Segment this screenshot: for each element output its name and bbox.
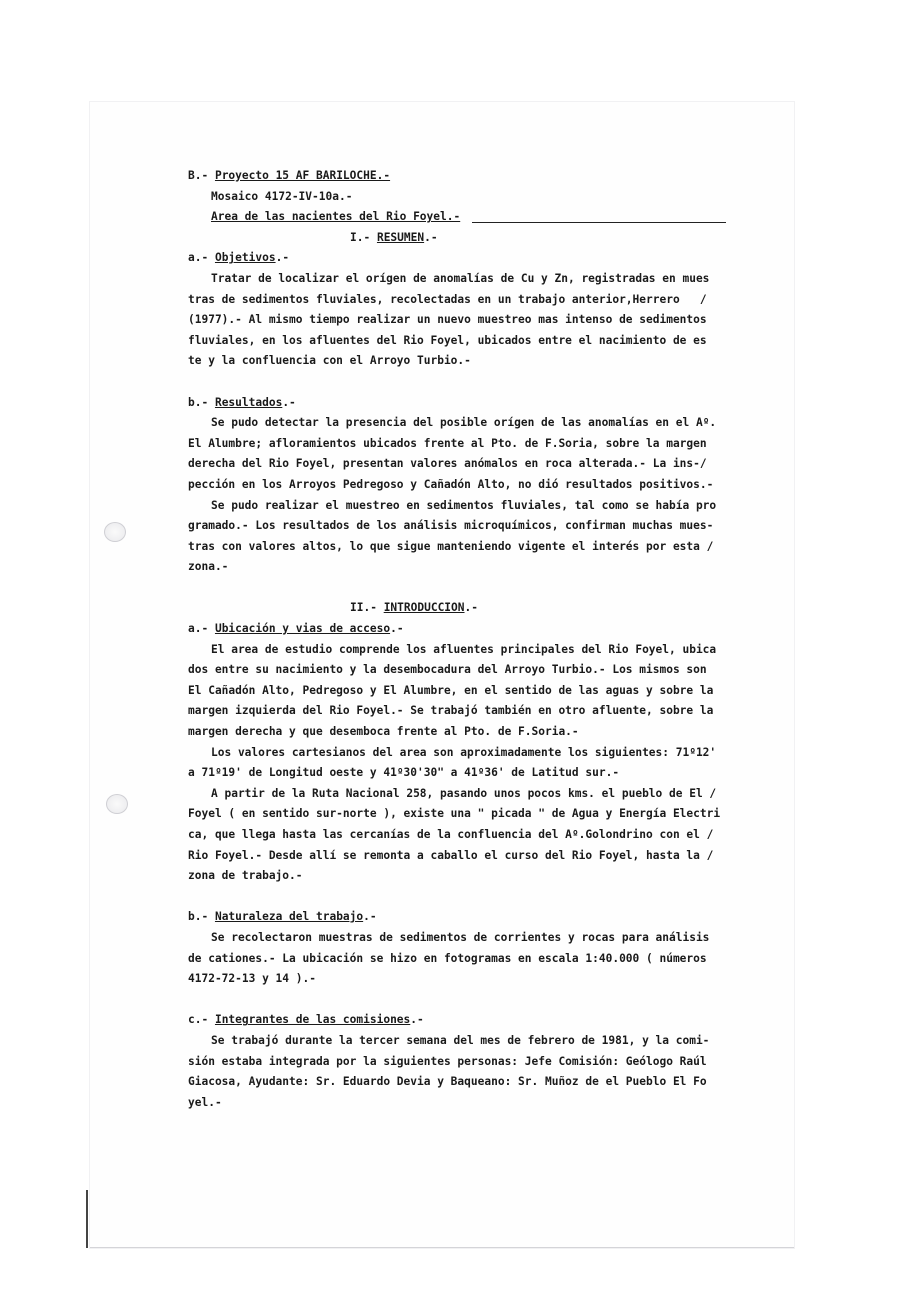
punch-hole-mark bbox=[104, 522, 126, 542]
text-line: Tratar de localizar el orígen de anomalías de Cu y Zn, registradas en mues bbox=[211, 271, 710, 285]
punch-hole-mark bbox=[106, 794, 128, 814]
text-line: El Cañadón Alto, Pedregoso y El Alumbre, en el sentido de las aguas y sobre la bbox=[188, 683, 714, 697]
header-underline bbox=[472, 222, 726, 223]
document-body bbox=[188, 166, 756, 1113]
subsection-resultados-heading: b.- Resultados.- bbox=[188, 395, 296, 409]
text-line: Giacosa, Ayudante: Sr. Eduardo Devia y Baqueano: Sr. Muñoz de el Pueblo El Fo bbox=[188, 1075, 707, 1089]
text-line: Se recolectaron muestras de sedimentos de corrientes y rocas para análisis bbox=[211, 930, 710, 944]
text-line: te y la confluencia con el Arroyo Turbio.- bbox=[188, 354, 471, 368]
text-line: Foyel ( en sentido sur-norte ), existe una " picada " de Agua y Energía Electri bbox=[188, 807, 721, 821]
text-line: tras de sedimentos fluviales, recolectadas en un trabajo anterior,Herrero / bbox=[188, 292, 707, 306]
header-line-2: Mosaico 4172-IV-10a.- bbox=[211, 189, 353, 203]
text-line: Rio Foyel.- Desde allí se remonta a caballo el curso del Rio Foyel, hasta la / bbox=[188, 848, 714, 862]
text-line: Se trabajó durante la tercer semana del mes de febrero de 1981, y la comi- bbox=[211, 1033, 710, 1047]
section-2-heading: II.- INTRODUCCION.- bbox=[350, 601, 478, 615]
resultados-paragraph bbox=[188, 413, 756, 578]
text-line: a 71º19' de Longitud oeste y 41º30'30" a 41º36' de Latitud sur.- bbox=[188, 766, 620, 780]
subsection-integrantes-heading: c.- Integrantes de las comisiones.- bbox=[188, 1013, 424, 1027]
section-1-heading: I.- RESUMEN.- bbox=[350, 230, 438, 244]
text-line: fluviales, en los afluentes del Rio Foyel, ubicados entre el nacimiento de es bbox=[188, 333, 707, 347]
objetivos-paragraph bbox=[188, 269, 756, 372]
text-line: de cationes.- La ubicación se hizo en fotogramas en escala 1:40.000 ( números bbox=[188, 951, 707, 965]
text-line: zona de trabajo.- bbox=[188, 869, 303, 883]
text-line: Se pudo realizar el muestreo en sedimentos fluviales, tal como se había pro bbox=[211, 498, 717, 512]
text-line: derecha del Rio Foyel, presentan valores anómalos en roca alterada.- La ins-/ bbox=[188, 457, 707, 471]
text-line: ca, que llega hasta las cercanías de la confluencia del Aº.Golondrino con el / bbox=[188, 828, 714, 841]
naturaleza-paragraph bbox=[188, 928, 756, 990]
text-line: Los valores cartesianos del area son aproximadamente los siguientes: 71º12' bbox=[211, 745, 717, 759]
text-line: zona.- bbox=[188, 560, 229, 574]
text-line: dos entre su nacimiento y la desembocadura del Arroyo Turbio.- Los mismos son bbox=[188, 663, 707, 677]
header-line-1: B.- Proyecto 15 AF BARILOCHE.- bbox=[188, 169, 391, 182]
text-line: Se pudo detectar la presencia del posible orígen de las anomalías en el Aº. bbox=[211, 416, 717, 430]
subsection-objetivos-heading: a.- Objetivos.- bbox=[188, 251, 290, 265]
text-line: A partir de la Ruta Nacional 258, pasando unos pocos kms. el pueblo de El / bbox=[211, 786, 717, 800]
text-line: gramado.- Los resultados de los análisis microquímicos, confirman muchas mues- bbox=[188, 519, 714, 533]
text-line: margen izquierda del Rio Foyel.- Se trabajó también en otro afluente, sobre la bbox=[188, 704, 714, 718]
text-line: El area de estudio comprende los afluentes principales del Rio Foyel, ubica bbox=[211, 642, 717, 656]
text-line: yel.- bbox=[188, 1095, 222, 1109]
project-title: Proyecto 15 AF BARILOCHE.- bbox=[214, 169, 391, 182]
text-line: 4172-72-13 y 14 ).- bbox=[188, 972, 316, 986]
text-line: pección en los Arroyos Pedregoso y Cañadón Alto, no dió resultados positivos.- bbox=[188, 477, 714, 491]
text-line: El Alumbre; afloramientos ubicados frente al Pto. de F.Soria, sobre la margen bbox=[188, 436, 707, 450]
text-line: (1977).- Al mismo tiempo realizar un nuevo muestreo mas intenso de sedimentos bbox=[188, 313, 707, 327]
subsection-naturaleza-heading: b.- Naturaleza del trabajo.- bbox=[188, 910, 377, 924]
text-line: tras con valores altos, lo que sigue manteniendo vigente el interés por esta / bbox=[188, 539, 714, 553]
header-line-3: Area de las nacientes del Rio Foyel.- bbox=[188, 207, 756, 228]
subsection-ubicacion-heading: a.- Ubicación y vias de acceso.- bbox=[188, 622, 404, 636]
text-line: margen derecha y que desemboca frente al Pto. de F.Soria.- bbox=[188, 725, 579, 739]
text-line: sión estaba integrada por la siguientes personas: Jefe Comisión: Geólogo Raúl bbox=[188, 1054, 707, 1068]
integrantes-paragraph bbox=[188, 1031, 756, 1113]
ubicacion-paragraph bbox=[188, 640, 756, 887]
binder-edge-mark bbox=[86, 1190, 88, 1248]
